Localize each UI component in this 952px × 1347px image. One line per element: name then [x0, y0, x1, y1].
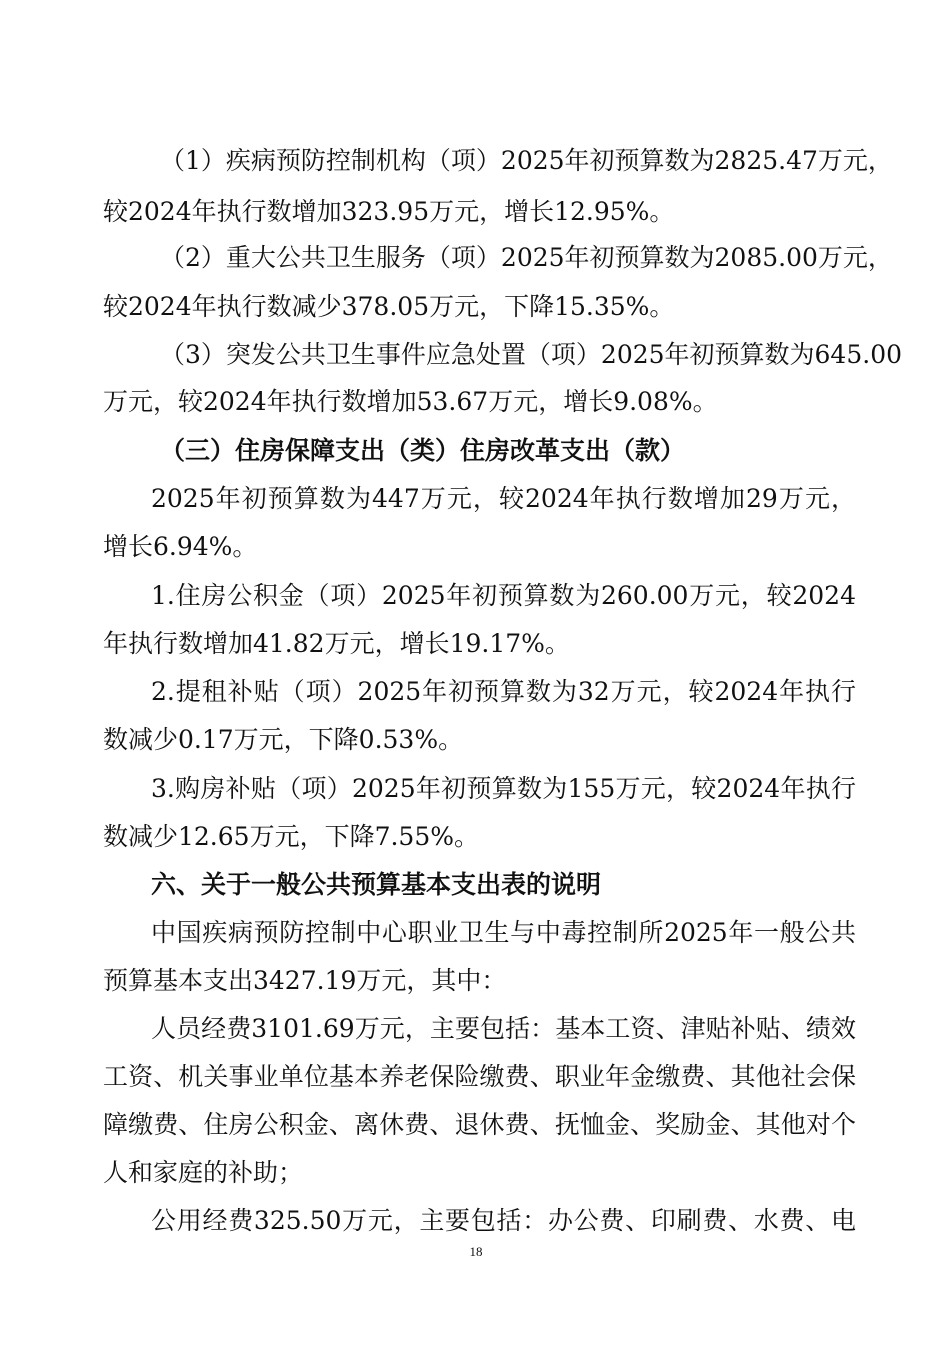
paragraph-line: （3）突发公共卫生事件应急处置（项）2025年初预算数为645.00	[160, 340, 903, 369]
paragraph-line: 2.提租补贴（项）2025年初预算数为32万元，较2024年执行	[151, 677, 856, 706]
paragraph-line: 工资、机关事业单位基本养老保险缴费、职业年金缴费、其他社会保	[103, 1062, 856, 1091]
paragraph-line: 数减少0.17万元，下降0.53%。	[103, 725, 464, 754]
paragraph-line: 预算基本支出3427.19万元，其中：	[103, 966, 507, 995]
paragraph-line: 万元，较2024年执行数增加53.67万元，增长9.08%。	[103, 387, 718, 416]
paragraph-line: 增长6.94%。	[103, 532, 258, 561]
paragraph-line: 2025年初预算数为447万元，较2024年执行数增加29万元，	[151, 484, 856, 513]
page-number: 18	[469, 1244, 483, 1259]
section-heading: 六、关于一般公共预算基本支出表的说明	[151, 870, 602, 899]
paragraph-line: 年执行数增加41.82万元，增长19.17%。	[103, 629, 570, 658]
paragraph-line: 人员经费3101.69万元，主要包括：基本工资、津贴补贴、绩效	[151, 1014, 856, 1043]
paragraph-line: 中国疾病预防控制中心职业卫生与中毒控制所2025年一般公共	[151, 918, 856, 947]
paragraph-line: 公用经费325.50万元，主要包括：办公费、印刷费、水费、电	[151, 1206, 856, 1235]
paragraph-line: 3.购房补贴（项）2025年初预算数为155万元，较2024年执行	[151, 774, 856, 803]
paragraph-line: 1.住房公积金（项）2025年初预算数为260.00万元，较2024	[151, 581, 856, 610]
paragraph-line: 人和家庭的补助；	[103, 1158, 304, 1187]
paragraph-line: 数减少12.65万元，下降7.55%。	[103, 822, 479, 851]
paragraph-line: （2）重大公共卫生服务（项）2025年初预算数为2085.00万元，	[160, 243, 893, 272]
paragraph-line: 较2024年执行数减少378.05万元，下降15.35%。	[103, 292, 675, 321]
paragraph-line: （1）疾病预防控制机构（项）2025年初预算数为2825.47万元，	[160, 146, 893, 175]
section-heading: （三）住房保障支出（类）住房改革支出（款）	[160, 436, 686, 465]
paragraph-line: 较2024年执行数增加323.95万元，增长12.95%。	[103, 197, 675, 226]
paragraph-line: 障缴费、住房公积金、离休费、退休费、抚恤金、奖励金、其他对个	[103, 1110, 856, 1139]
